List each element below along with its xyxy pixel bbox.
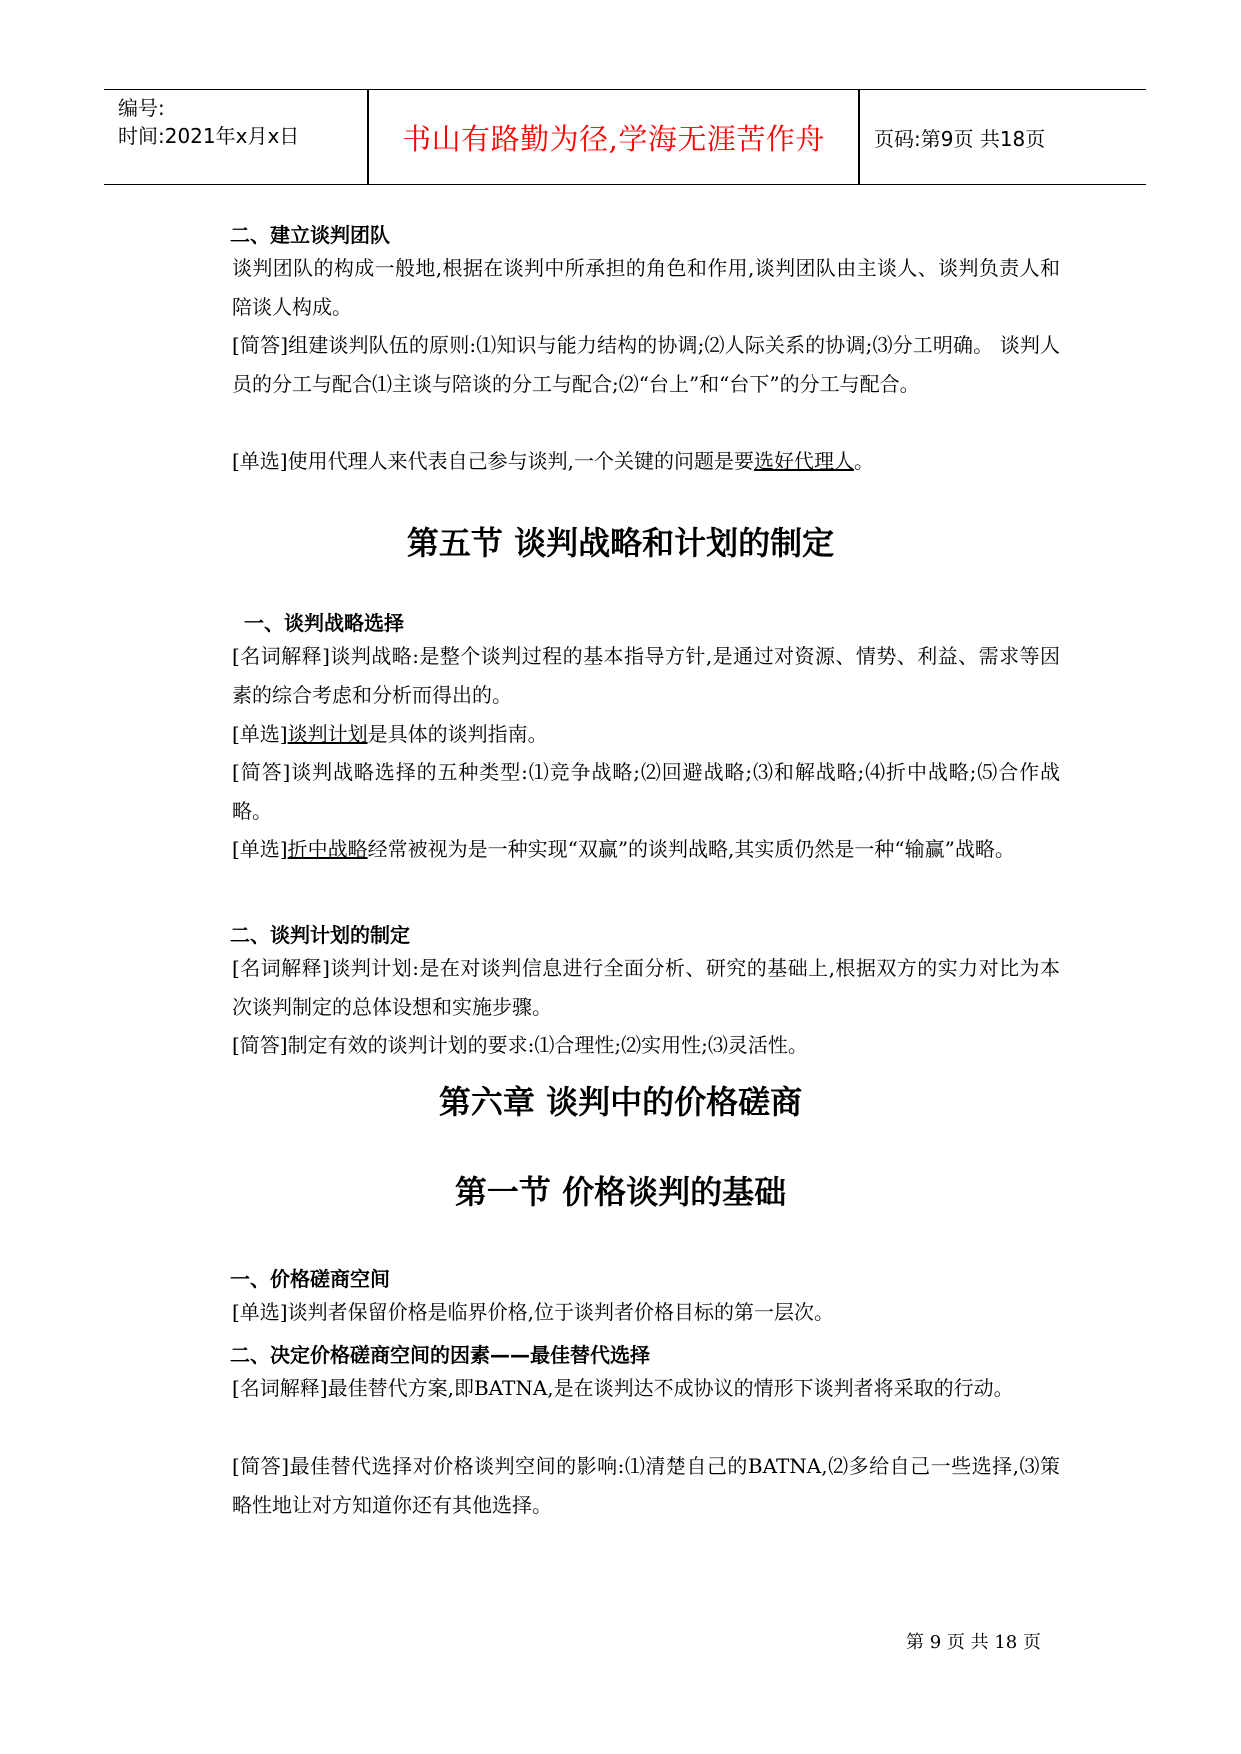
paragraph xyxy=(190,637,1060,715)
text-run: [单选]使用代理人来代表自己参与谈判,一个关键的问题是要 xyxy=(232,449,754,473)
paragraph xyxy=(190,1026,1060,1065)
text-run: [单选] xyxy=(232,722,288,746)
text-run: 经常被视为是一种实现“双赢”的谈判战略,其实质仍然是一种“输赢”战略。 xyxy=(367,837,1015,861)
header-motto: 书山有路勤为径,学海无涯苦作舟 xyxy=(402,121,825,156)
paragraph xyxy=(190,715,1060,754)
paragraph-text: [单选]谈判者保留价格是临界价格,位于谈判者价格目标的第一层次。 xyxy=(232,1300,834,1324)
paragraph-text xyxy=(190,715,1060,754)
section-heading: 一、谈判战略选择 xyxy=(244,611,404,635)
page-header xyxy=(104,89,1146,185)
paragraph-text: [名词解释]谈判战略:是整个谈判过程的基本指导方针,是通过对资源、情势、利益、需求等因素的综合考虑和分析而得出的。 xyxy=(232,644,1060,707)
header-number-label: 编号: xyxy=(118,96,165,120)
underlined-term: 选好代理人 xyxy=(753,449,854,473)
header-time-label: 时间:2021年x月x日 xyxy=(118,124,300,148)
section-heading: 二、决定价格磋商空间的因素——最佳替代选择 xyxy=(230,1343,650,1367)
paragraph-text: 谈判团队的构成一般地,根据在谈判中所承担的角色和作用,谈判团队由主谈人、谈判负责人和陪谈人构成。 xyxy=(232,256,1060,319)
paragraph xyxy=(190,949,1060,1027)
paragraph xyxy=(190,442,1060,481)
text-run: 。 xyxy=(853,449,874,473)
underlined-term: 谈判计划 xyxy=(287,722,368,746)
section-title: 第一节 价格谈判的基础 xyxy=(454,1173,787,1211)
paragraph xyxy=(190,326,1060,404)
paragraph xyxy=(190,249,1060,327)
underlined-term: 折中战略 xyxy=(287,837,368,861)
paragraph-text: [名词解释]最佳替代方案,即BATNA,是在谈判达不成协议的情形下谈判者将采取的行动。 xyxy=(232,1376,1014,1400)
paragraph xyxy=(190,1369,1060,1408)
paragraph-text: [简答]制定有效的谈判计划的要求:⑴合理性;⑵实用性;⑶灵活性。 xyxy=(232,1033,808,1057)
section-heading: 二、建立谈判团队 xyxy=(230,223,390,247)
paragraph-text xyxy=(190,442,1060,481)
paragraph xyxy=(190,830,1060,869)
paragraph-text: [简答]最佳替代选择对价格谈判空间的影响:⑴清楚自己的BATNA,⑵多给自己一些选择,⑶策略性地让对方知道你还有其他选择。 xyxy=(232,1454,1060,1517)
header-left-cell xyxy=(118,94,299,150)
paragraph xyxy=(190,1447,1060,1525)
section-title: 第五节 谈判战略和计划的制定 xyxy=(406,524,835,562)
paragraph-text: [名词解释]谈判计划:是在对谈判信息进行全面分析、研究的基础上,根据双方的实力对比为本次谈判制定的总体设想和实施步骤。 xyxy=(232,956,1060,1019)
paragraph-text: [简答]谈判战略选择的五种类型:⑴竞争战略;⑵回避战略;⑶和解战略;⑷折中战略;⑸合作战略。 xyxy=(232,760,1060,823)
section-heading: 一、价格磋商空间 xyxy=(230,1267,390,1291)
page-footer: 第 9 页 共 18 页 xyxy=(906,1632,1041,1653)
paragraph xyxy=(190,753,1060,831)
text-run: 是具体的谈判指南。 xyxy=(367,722,548,746)
paragraph-text xyxy=(190,830,1060,869)
paragraph xyxy=(190,1293,1060,1332)
header-page-label: 页码:第9页 共18页 xyxy=(874,126,1046,151)
paragraph-text: [简答]组建谈判队伍的原则:⑴知识与能力结构的协调;⑵人际关系的协调;⑶分工明确。 谈判人员的分工与配合⑴主谈与陪谈的分工与配合;⑵“台上”和“台下”的分工与配合。 xyxy=(232,333,1060,396)
text-run: [单选] xyxy=(232,837,288,861)
chapter-title: 第六章 谈判中的价格磋商 xyxy=(438,1083,803,1121)
section-heading: 二、谈判计划的制定 xyxy=(230,923,410,947)
